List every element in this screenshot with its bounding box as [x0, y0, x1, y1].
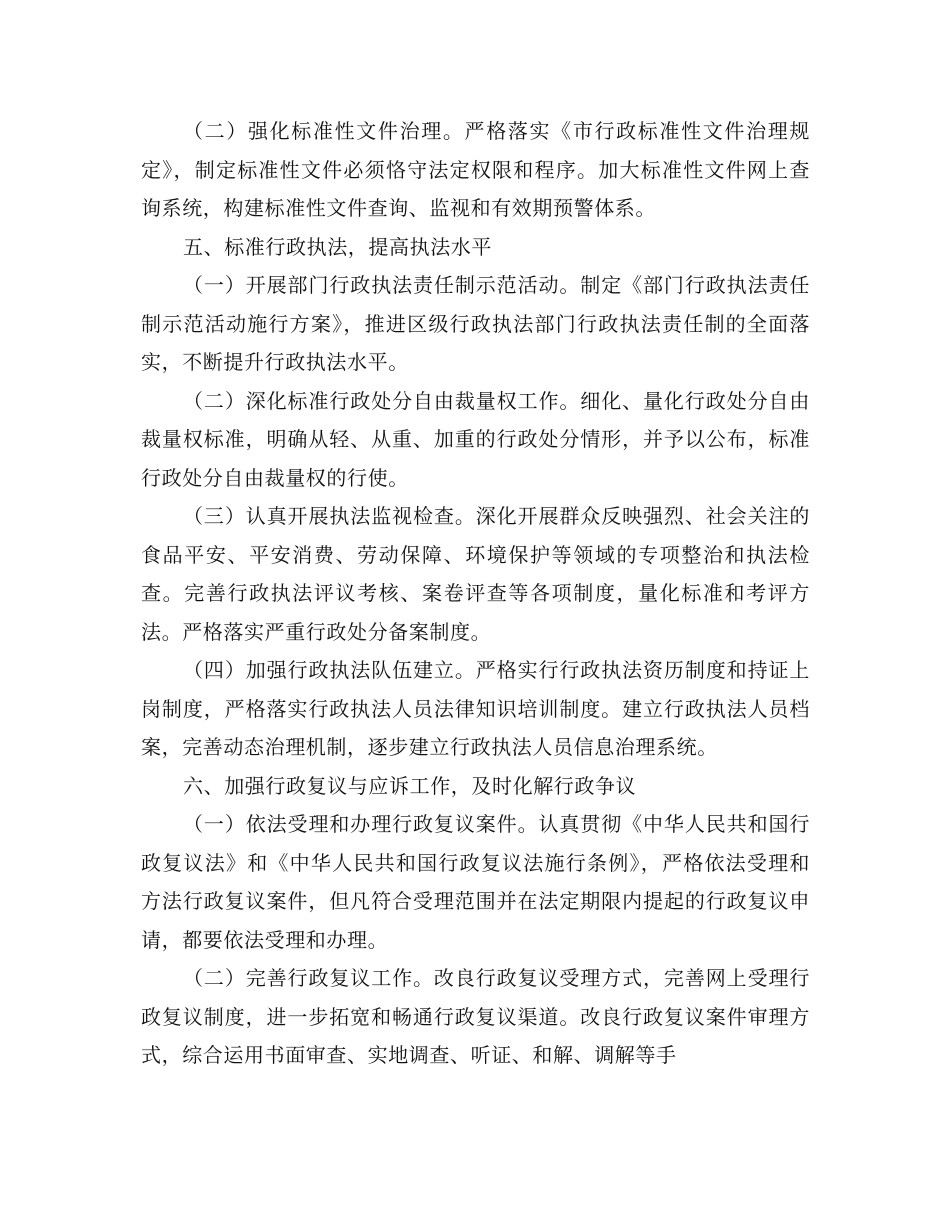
paragraph-team-building: （四）加强行政执法队伍建立。严格实行行政执法资历制度和持证上岗制度，严格落实行政执法人员法律知识培训制度。建立行政执法人员档案，完善动态治理机制，逐步建立行政执法人员信息治理系统。 [141, 658, 810, 759]
paragraph-standard-documents: （二）强化标准性文件治理。严格落实《市行政标准性文件治理规定》，制定标准性文件必须恪守法定权限和程序。加大标准性文件网上查询系统，构建标准性文件查询、监视和有效期预警体系。 [141, 119, 810, 220]
section-heading-law-enforcement: 五、标准行政执法，提高执法水平 [183, 234, 492, 259]
paragraph-responsibility-system: （一）开展部门行政执法责任制示范活动。制定《部门行政执法责任制示范活动施行方案》，推进区级行政执法部门行政执法责任制的全面落实，不断提升行政执法水平。 [141, 273, 810, 374]
paragraph-supervision-inspection: （三）认真开展执法监视检查。深化开展群众反映强烈、社会关注的食品平安、平安消费、劳动保障、环境保护等领域的专项整治和执法检查。完善行政执法评议考核、案卷评查等各项制度，量化标准和考评方法。严格落实严重行政处分备案制度。 [141, 504, 810, 644]
paragraph-discretion-power: （二）深化标准行政处分自由裁量权工作。细化、量化行政处分自由裁量权标准，明确从轻、从重、加重的行政处分情形，并予以公布，标准行政处分自由裁量权的行使。 [141, 388, 810, 490]
section-heading-administrative-review: 六、加强行政复议与应诉工作，及时化解行政争议 [183, 773, 637, 798]
document-body [141, 112, 810, 1075]
paragraph-improve-review-work: （二）完善行政复议工作。改良行政复议受理方式，完善网上受理行政复议制度，进一步拓宽和畅通行政复议渠道。改良行政复议案件审理方式，综合运用书面审查、实地调查、听证、和解、调解等手 [141, 966, 810, 1067]
paragraph-accept-review-cases: （一）依法受理和办理行政复议案件。认真贯彻《中华人民共和国行政复议法》和《中华人民共和国行政复议法施行条例》，严格依法受理和方法行政复议案件，但凡符合受理范围并在法定期限内提起的行政复议申请，都要依法受理和办理。 [141, 812, 810, 952]
